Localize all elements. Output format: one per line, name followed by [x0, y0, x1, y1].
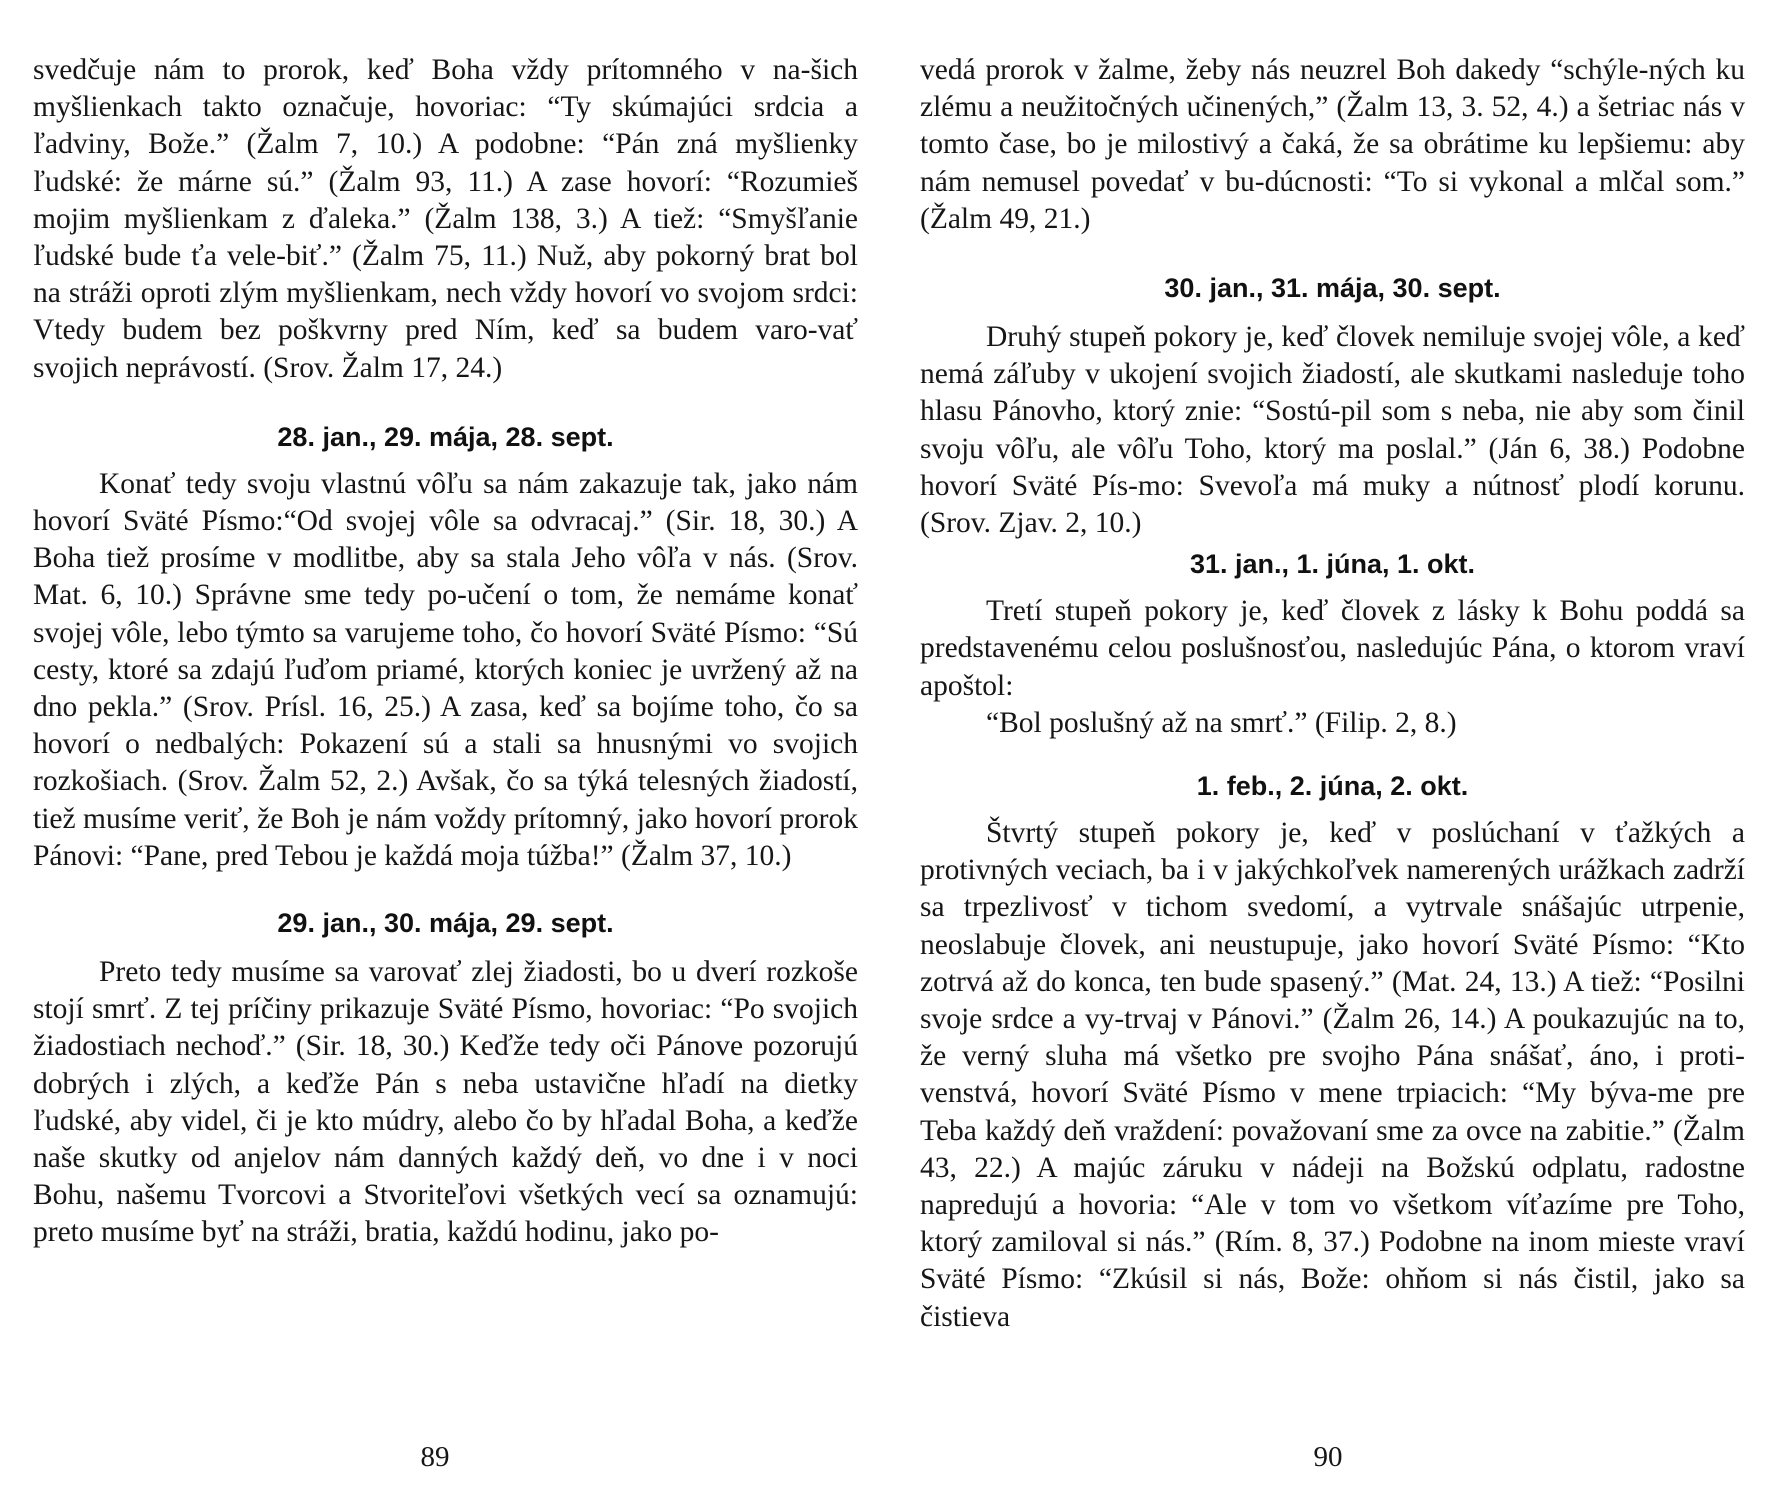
right-continued-paragraph: vedá prorok v žalme, žeby nás neuzrel Boh dakedy “schýle-ných ku zlému a neužitočných učinených,” (Žalm 13, 3. 52, 4.) a šetriac nás v tomto čase, bo je milostivý a čaká, že sa obrátime ku lepšiemu: aby nám nemusel povedať v bu-dúcnosti: “To si vykonal a mlčal som.” (Žalm 49, 21.) — [920, 54, 1745, 235]
right-quote-line: “Bol poslušný až na smrť.” (Filip. 2, 8.) — [986, 706, 1457, 739]
left-page-number: 89 — [420, 1441, 450, 1473]
right-section-heading-2: 31. jan., 1. júna, 1. okt. — [1189, 549, 1476, 580]
left-section-heading-2: 29. jan., 30. mája, 29. sept. — [277, 908, 614, 939]
left-continued-paragraph: svedčuje nám to prorok, keď Boha vždy prítomného v na-šich myšlienkach takto označuje, hovoriac: “Ty skúmajúci srdcia a ľadviny, Bože.” (Žalm 7, 10.) A podobne: “Pán zná myšlienky ľudské: že márne sú.” (Žalm 93, 11.) A zase hovorí: “Rozumieš mojim myšlienkam z ďaleka.” (Žalm 138, 3.) A tiež: “Smyšľanie ľudské bude ťa vele-biť.” (Žalm 75, 11.) Nuž, aby pokorný brat bol na stráži oproti zlým myšlienkam, nech vždy hovorí vo svojom srdci: Vtedy budem bez poškvrny pred Ním, keď sa budem varo-vať svojich neprávostí. (Srov. Žalm 17, 24.) — [33, 54, 858, 384]
right-section-heading-1: 30. jan., 31. mája, 30. sept. — [1164, 273, 1501, 304]
right-paragraph-1: Druhý stupeň pokory je, keď človek nemiluje svojej vôle, a keď nemá záľuby v ukojení svojich žiadostí, ale skutkami nasleduje toho hlasu Pánovho, ktorý znie: “Sostú-pil som s neba, nie aby som činil svoju vôľu, ale vôľu Toho, ktorý ma poslal.” (Ján 6, 38.) Podobne hovorí Sväté Pís-mo: Svevoľa má muky a nútnosť plodí korunu. (Srov. Zjav. 2, 10.) — [920, 321, 1745, 540]
right-page-number: 90 — [1313, 1441, 1343, 1473]
right-paragraph-3: Štvrtý stupeň pokory je, keď v poslúchaní v ťažkých a protivných veciach, ba i v jakýchkoľvek namerených urážkach zadrží sa trpezlivosť v tichom svedomí, a vytrvale snášajúc utrpenie, neoslabuje človek, ani neustupuje, jako hovorí Sväté Písmo: “Kto zotrvá až do konca, ten bude spasený.” (Mat. 24, 13.) A tiež: “Posilni svoje srdce a vy-trvaj v Pánovi.” (Žalm 26, 14.) A poukazujúc na to, že verný sluha má všetko pre svojho Pána snášať, áno, i proti-venstvá, hovorí Sväté Písmo v mene trpiacich: “My býva-me pre Teba každý deň vraždení: považovaní sme za ovce na zabitie.” (Žalm 43, 22.) A majúc záruku v nádeji na Božskú odplatu, radostne napredujú a hovoria: “Ale v tom vo všetkom víťazíme pre Toho, ktorý zamiloval si nás.” (Rím. 8, 37.) Podobne na inom mieste vraví Sväté Písmo: “Zkúsil si nás, Bože: ohňom si nás čistil, jako sa čistieva — [920, 817, 1745, 1333]
left-section-heading-1: 28. jan., 29. mája, 28. sept. — [277, 421, 614, 452]
left-page — [33, 52, 858, 1252]
left-paragraph-2: Preto tedy musíme sa varovať zlej žiadosti, bo u dverí rozkoše stojí smrť. Z tej príčiny prikazuje Sväté Písmo, hovoriac: “Po svojich žiadostiach nechoď.” (Sir. 18, 30.) Keďže tedy oči Pánove pozorujú dobrých i zlých, a keďže Pán s neba ustavične hľadí na dietky ľudské, aby videl, či je kto múdry, alebo čo by hľadal Boha, a keďže naše skutky od anjelov nám danných každý deň, vo dne i v noci Bohu, našemu Tvorcovi a Stvoriteľovi všetkých vecí sa oznamujú: preto musíme byť na stráži, bratia, každú hodinu, jako po- — [33, 956, 858, 1249]
right-paragraph-2: Tretí stupeň pokory je, keď človek z lásky k Bohu poddá sa predstavenému celou poslušnosťou, nasledujúc Pána, o ktorom vraví apoštol: — [920, 595, 1745, 702]
right-page — [920, 52, 1745, 1336]
right-section-heading-3: 1. feb., 2. júna, 2. okt. — [1196, 771, 1469, 802]
left-paragraph-1: Konať tedy svoju vlastnú vôľu sa nám zakazuje tak, jako nám hovorí Sväté Písmo:“Od svojej vôle sa odvracaj.” (Sir. 18, 30.) A Boha tiež prosíme v modlitbe, aby sa stala Jeho vôľa v nás. (Srov. Mat. 6, 10.) Správne sme tedy po-učení o tom, že nemáme konať svojej vôle, lebo týmto sa varujeme toho, čo hovorí Sväté Písmo: “Sú cesty, ktoré sa zdajú ľuďom priamé, ktorých koniec je uvržený až na dno pekla.” (Srov. Prísl. 16, 25.) A zasa, keď sa bojíme toho, čo sa hovorí o nedbalých: Pokazení sú a stali sa hnusnými vo svojich rozkošiach. (Srov. Žalm 52, 2.) Avšak, čo sa týká telesných žiadostí, tiež musíme veriť, že Boh je nám voždy prítomný, jako hovorí prorok Pánovi: “Pane, pred Tebou je každá moja túžba!” (Žalm 37, 10.) — [33, 467, 858, 872]
